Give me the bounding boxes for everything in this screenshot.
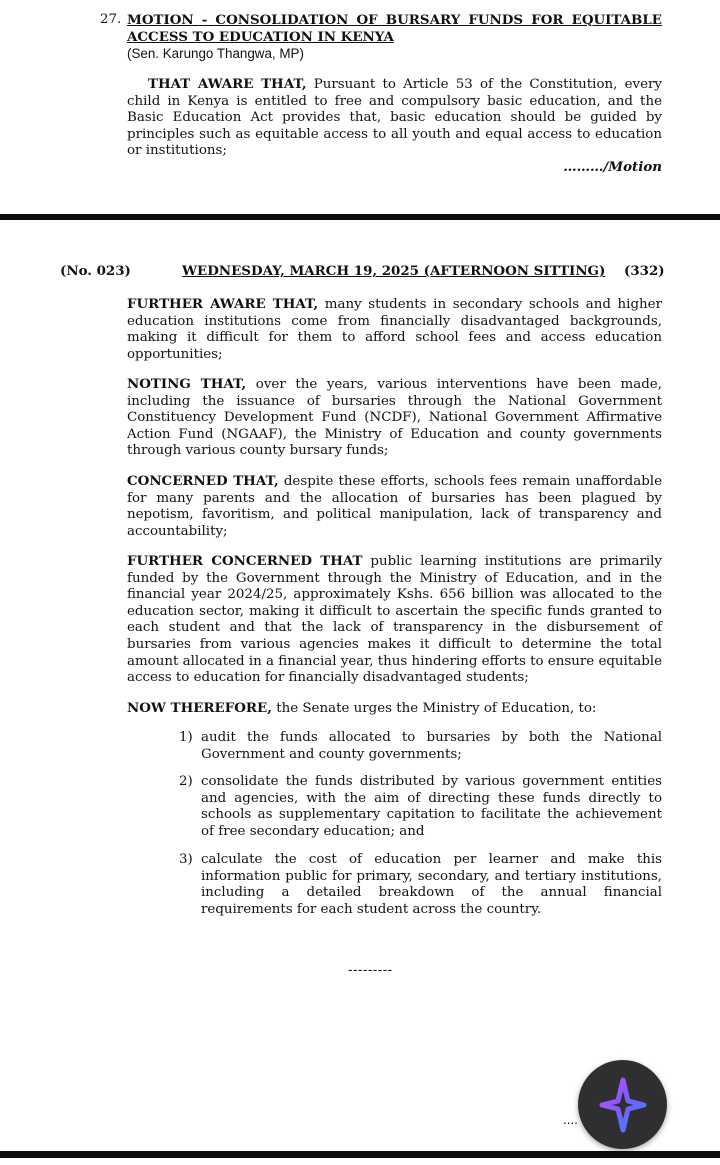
paragraph-text: Pursuant to Article 53 of the Constitution, every child in Kenya is entitled to free and compulsory basic education, and the Basic Education Act provides that, basic education should be guided by principles such as equitable access to all youth and equal access to education or institutions; [127,77,662,159]
paragraph-text: over the years, various interventions have been made, including the issuance of bursaries through the National Government Constituency Development Fund (NCDF), National Government Affirmative Action Fund (NGAAF), the Ministry of Education and county governments through various county bursary funds; [127,377,662,459]
order-paper-number: (No. 023) [60,263,131,279]
resolution-item [179,774,662,840]
resolution-number: 1) [179,730,193,745]
paragraph-lead: FURTHER AWARE THAT, [127,296,319,312]
paragraph-lead: CONCERNED THAT, [127,473,279,489]
resolution-text: consolidate the funds distributed by various government entities and agencies, with the aim of directing these funds directly to schools as supplementary capitation to facilitate the achievement of free secondary education; and [201,774,662,839]
paragraph-lead: THAT AWARE THAT, [148,76,307,92]
continued-marker: ………/Motion [563,159,662,175]
resolution-item [179,852,662,918]
resolution-number: 2) [179,774,193,789]
paragraph-lead: NOW THEREFORE, [127,700,272,716]
page-break-rule [0,214,720,220]
sparkle-icon [599,1077,647,1133]
page-number: (332) [624,263,665,279]
section-separator: --------- [348,962,393,977]
page-bottom-rule [0,1151,720,1158]
resolution-number: 3) [179,852,193,867]
ai-assistant-button[interactable] [578,1060,667,1149]
paragraph-further-concerned [127,553,662,687]
paragraph-noting [127,376,662,460]
paragraph-lead: NOTING THAT, [127,376,247,392]
paragraph-text: public learning institutions are primarily funded by the Government through the Ministry of Education, and in the financial year 2024/25, approximately Kshs. 656 billion was allocated to the education sector, making it difficult to ascertain the specific funds granted to each student and that the lack of transparency in the disbursement of bursaries from various agencies makes it difficult to determine the total amount allocated in a financial year, thus hindering efforts to ensure equitable access to education for financially disadvantaged students; [127,554,662,686]
motion-sponsor: (Sen. Karungo Thangwa, MP) [127,46,304,61]
paragraph-lead: FURTHER CONCERNED THAT [127,553,363,569]
paragraph-text: despite these efforts, schools fees remain unaffordable for many parents and the allocation of bursaries has been plagued by nepotism, favoritism, and political manipulation, lack of transparency and accountability; [127,474,663,539]
paragraph-concerned [127,473,662,540]
motion-paragraph [127,76,662,160]
paragraph-now-therefore [127,700,662,718]
paragraph-text: the Senate urges the Ministry of Education, to: [271,701,597,716]
resolution-text: audit the funds allocated to bursaries by both the National Government and county governments; [201,730,662,762]
item-number: 27. [100,12,122,27]
paragraph-further-aware [127,296,662,363]
resolution-item [179,730,662,763]
paragraph-text: many students in secondary schools and higher education institutions come from financially disadvantaged backgrounds, making it difficult for them to afford school fees and access education opportunities; [127,297,662,362]
trailing-dots: .... [563,1112,578,1127]
resolution-text: calculate the cost of education per learner and make this information public for primary, secondary, and tertiary institutions, including a detailed breakdown of the annual financial requirements for each student across the country. [201,852,662,917]
motion-title: MOTION - CONSOLIDATION OF BURSARY FUNDS FOR EQUITABLE ACCESS TO EDUCATION IN KENYA [127,12,662,45]
sitting-date: WEDNESDAY, MARCH 19, 2025 (AFTERNOON SITTING) [182,263,606,279]
